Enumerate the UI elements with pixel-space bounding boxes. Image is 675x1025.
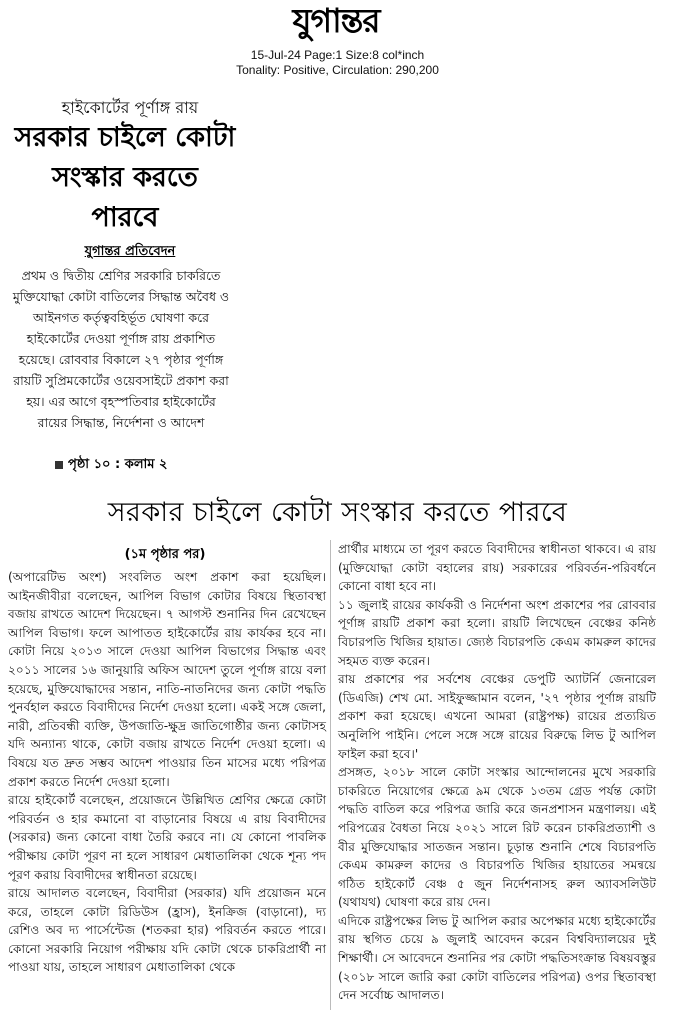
left-column (8, 568, 326, 977)
right-column (338, 540, 656, 1005)
left-paragraph: (অপারেটিভ অংশ) সংবলিত অংশ প্রকাশ করা হয়েছিল। আইনজীবীরা বলেছেন, আপিল বিভাগ কোটার বিষয়ে স্থিতাবস্থা বজায় রাখতে আদেশ দিয়েছেন। ৭ আগস্ট শুনানির দিন রেখেছেন আপিল বিভাগ। ফলে আপাতত হাইকোর্টের রায় কার্যকর হবে না। কোটা নিয়ে ২০১৩ সালে দেওয়া আপিল বিভাগের সিদ্ধান্ত এবং ২০১১ সালের ১৬ জানুয়ারি অফিস আদেশ তুলে পূর্ণাঙ্গ রায়ে বলা হয়েছে, মুক্তিযোদ্ধাদের সন্তান, নাতি-নাতনিদের জন্য কোটা পদ্ধতি পুনর্বহাল করতে বিবাদীদের নির্দেশ দেওয়া হলো। একই সঙ্গে জেলা, নারী, প্রতিবন্ধী ব্যক্তি, উপজাতি-ক্ষুদ্র জাতিগোষ্ঠীর জন্য কোটাসহ যদি অন্যান্য থাকে, কোটা বজায় রাখতে নির্দেশ দেওয়া হলো। এ বিষয়ে যত দ্রুত সম্ভব আদেশ পাওয়ার তিন মাসের মধ্যে পরিপত্র প্রকাশ করতে নির্দেশ দেওয়া হলো। (8, 570, 326, 789)
right-paragraph: এদিকে রাষ্ট্রপক্ষের লিভ টু আপিল করার অপেক্ষার মধ্যে হাইকোর্টের রায় স্থগিত চেয়ে ৯ জুলাই আবেদন করেন বিশ্ববিদ্যালয়ের দুই শিক্ষার্থী। সে আবেদনে শুনানির পর কোটা পদ্ধতিসংক্রান্ত বিষয়বস্তুর (২০১৮ সালে জারি করা কোটা বাতিলের পরিপত্র) ওপর স্থিতাবস্থা দেন সর্বোচ্চ আদালত। (338, 913, 656, 1003)
front-kicker: হাইকোর্টের পূর্ণাঙ্গ রায় (61, 98, 199, 117)
right-paragraph: প্রসঙ্গত, ২০১৮ সালে কোটা সংস্কার আন্দোলনের মুখে সরকারি চাকরিতে নিয়োগের ক্ষেত্রে ৯ম থেকে ১৩তম গ্রেড পর্যন্ত কোটা পদ্ধতি বাতিল করে পরিপত্র জারি করে জনপ্রশাসন মন্ত্রণালয়। এই পরিপত্রের বৈধতা নিয়ে ২০২১ সালে রিট করেন চাকরিপ্রত্যাশী ও বীর মুক্তিযোদ্ধার সাতজন সন্তান। চূড়ান্ত শুনানি শেষে বিচারপতি কেএম কামরুল কাদের ও বিচারপতি খিজির হায়াতের সমন্বয়ে গঠিত হাইকোর্ট বেঞ্চ ৫ জুন নির্দেশনাসহ রুল অ্যাবসলিউট (যথাযথ) ঘোষণা করে রায় দেন। (338, 765, 656, 910)
newspaper-logo: যুগান্তর (292, 1, 380, 40)
continuation-headline: সরকার চাইলে কোটা সংস্কার করতে পারবে (107, 497, 568, 528)
left-paragraph: রায়ে আদালত বলেছেন, বিবাদীরা (সরকার) যদি প্রয়োজন মনে করে, তাহলে কোটা রিডিউস (হ্রাস), ইনক্রিজ (বাড়ানো), দ্য রেশিও অব দ্য পার্সেন্টেজ (শতকরা হার) পরিবর্তন করতে পারে। কোনো সরকারি নিয়োগ পরীক্ষায় যদি কোটা থেকে চাকরিপ্রার্থী না পাওয়া যায়, তাহলে সাধারণ মেধাতালিকা থেকে (8, 886, 326, 975)
jump-label: পৃষ্ঠা ১০ : কলাম ২ (68, 457, 168, 472)
front-byline: যুগান্তর প্রতিবেদন (84, 244, 176, 259)
jump-reference (55, 455, 205, 476)
clip-meta-line1: 15-Jul-24 Page:1 Size:8 col*inch (250, 48, 425, 62)
front-body-text: প্রথম ও দ্বিতীয় শ্রেণির সরকারি চাকরিতে মুক্তিযোদ্ধা কোটা বাতিলের সিদ্ধান্ত অবৈধ ও আইনগত কর্তৃত্ববহির্ভূত ঘোষণা করে হাইকোর্টের দেওয়া পূর্ণাঙ্গ রায় প্রকাশিত হয়েছে। রোববার বিকালে ২৭ পৃষ্ঠার পূর্ণাঙ্গ রায়টি সুপ্রিমকোর্টের ওয়েবসাইটে প্রকাশ করা হয়। এর আগে বৃহস্পতিবার হাইকোর্টের রায়ের সিদ্ধান্ত, নির্দেশনা ও আদেশ (12, 268, 230, 430)
right-paragraph: রায় প্রকাশের পর সর্বশেষ বেঞ্চের ডেপুটি অ্যাটর্নি জেনারেল (ডিএজি) শেখ মো. সাইফুজ্জামান বলেন, '২৭ পৃষ্ঠার পূর্ণাঙ্গ রায়টি প্রকাশ করা হয়েছে। এখনো আমরা (রাষ্ট্রপক্ষ) রায়ের প্রত্যয়িত অনুলিপি পাইনি। পেলে সঙ্গে সঙ্গে রায়ের বিরুদ্ধে লিভ টু আপিল ফাইল করা হবে।' (338, 672, 656, 761)
left-paragraph: রায়ে হাইকোর্ট বলেছেন, প্রয়োজনে উল্লিখিত শ্রেণির ক্ষেত্রে কোটা পরিবর্তন ও হার কমানো বা বাড়ানোর বিষয়ে এ রায় বিবাদীদের (সরকার) জন্য কোনো বাধা তৈরি করবে না। যে কোনো পাবলিক পরীক্ষায় কোটা পূরণ না হলে সাধারণ মেধাতালিকা থেকে শূন্য পদ পূরণ করায় বিবাদীদের স্বাধীনতা রয়েছে। (8, 793, 326, 882)
column-divider (330, 540, 331, 1010)
right-paragraph: ১১ জুলাই রায়ের কার্যকরী ও নির্দেশনা অংশ প্রকাশের পর রোববার পূর্ণাঙ্গ রায়টি প্রকাশ করা হলো। রায়টি লিখেছেন বেঞ্চের কনিষ্ঠ বিচারপতি খিজির হায়াত। জ্যেষ্ঠ বিচারপতি কেএম কামরুল কাদের সহমত ব্যক্ত করেন। (338, 597, 656, 668)
clip-meta-line2: Tonality: Positive, Circulation: 290,200 (236, 63, 439, 77)
continuation-subhead: (১ম পৃষ্ঠার পর) (124, 547, 206, 562)
right-paragraph: প্রার্থীর মাধ্যমে তা পূরণ করতে বিবাদীদের স্বাধীনতা থাকবে। এ রায় (মুক্তিযোদ্ধা কোটা বহালের রায়) সরকারের পরিবর্তন-পরিবর্ধনে কোনো বাধা হবে না। (338, 542, 656, 594)
square-bullet-icon (55, 461, 63, 469)
front-headline: সরকার চাইলে কোটা সংস্কার করতে পারবে (14, 122, 236, 233)
